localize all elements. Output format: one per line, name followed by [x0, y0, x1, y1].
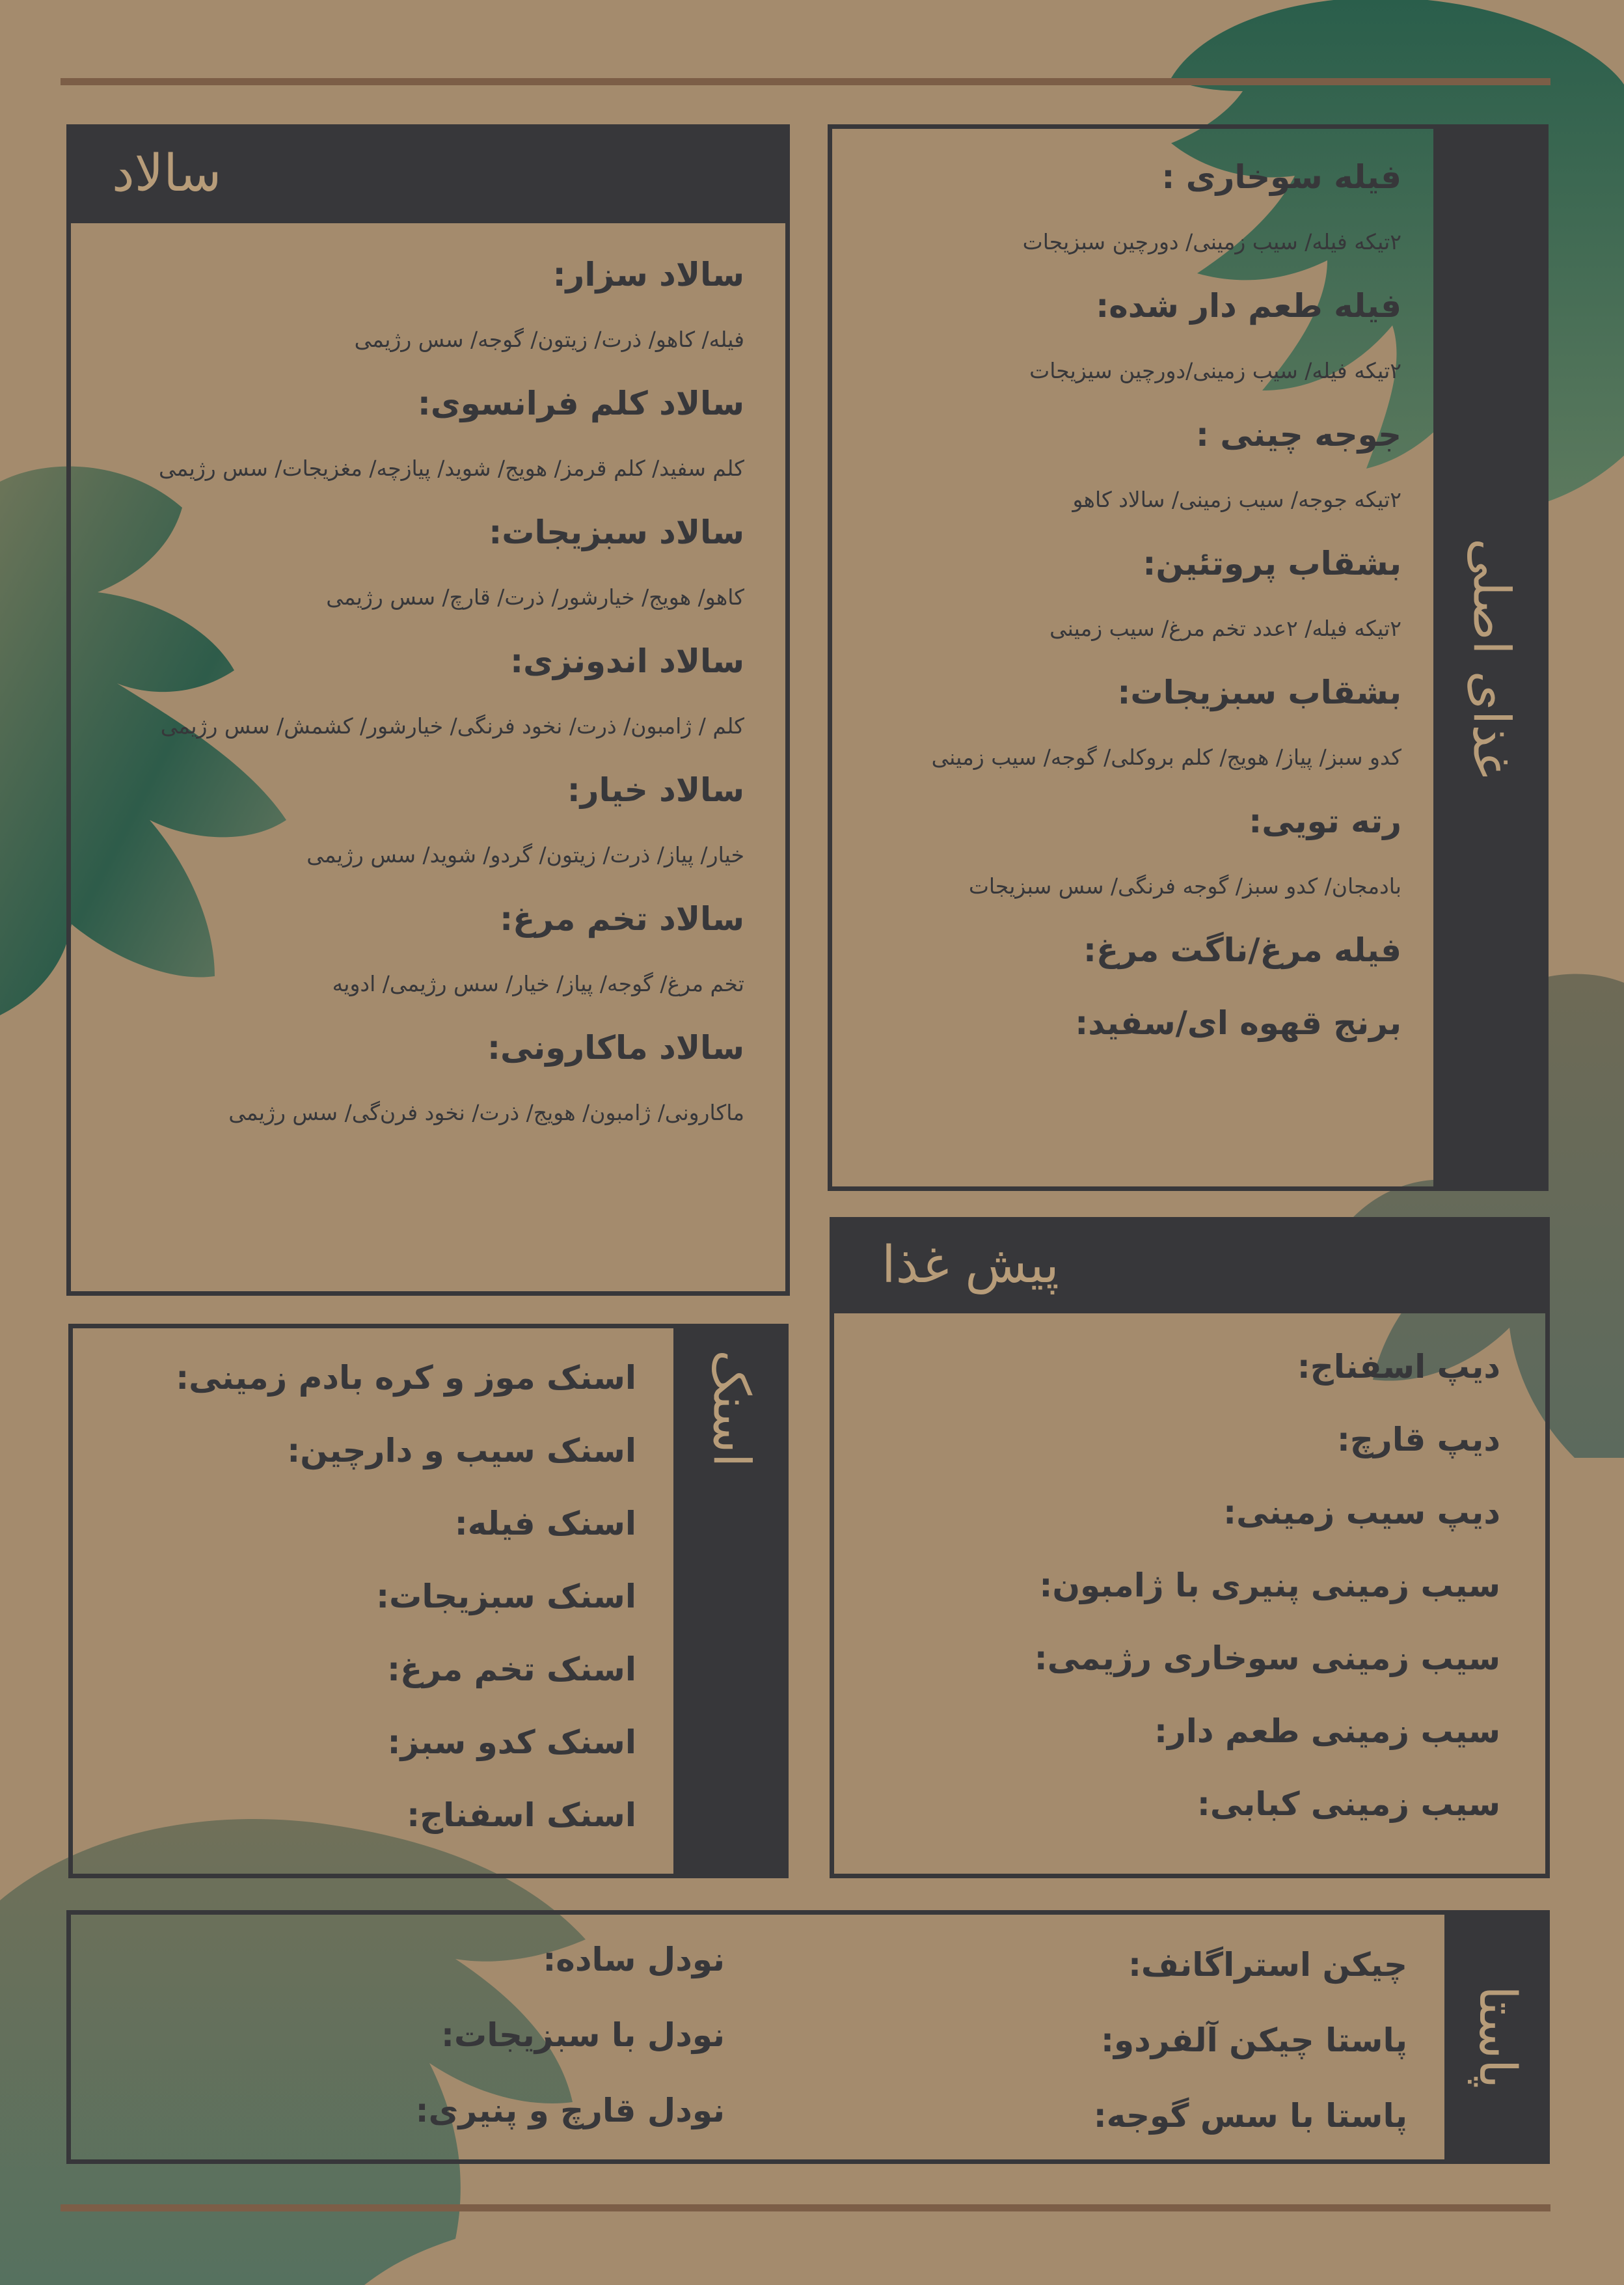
menu-item-name: برنج قهوه ای/سفید:	[1075, 1004, 1401, 1042]
menu-item: چیکن استراگانف:	[1128, 1946, 1407, 1984]
top-divider-line	[61, 78, 1550, 85]
menu-item-name: سالاد سزار:	[552, 256, 744, 294]
menu-item: اسنک کدو سبز:	[387, 1723, 636, 1761]
main-dishes-list	[932, 156, 1401, 1044]
menu-item-description: کاهو/ هویج/ خیارشور/ ذرت/ قارچ/ سس رژیمی	[326, 584, 744, 610]
bottom-divider-line	[61, 2204, 1550, 2211]
menu-item: نودل ساده:	[543, 1941, 725, 1978]
menu-item	[932, 1002, 1401, 1044]
menu-item	[932, 156, 1401, 256]
menu-item-name: سالاد ماکارونی:	[487, 1029, 744, 1067]
menu-item	[932, 414, 1401, 514]
menu-item: اسنک فیله:	[454, 1505, 636, 1542]
menu-item-name: بشقاب سبزیجات:	[1117, 674, 1401, 711]
menu-item-description: کلم سفید/ کلم قرمز/ هویج/ شوید/ پیازچه/ مغزیجات/ سس رژیمی	[159, 456, 744, 481]
pasta-list-left	[416, 1939, 725, 2131]
menu-item	[932, 800, 1401, 901]
menu-item-description: کدو سبز/ پیاز/ هویج/ کلم بروکلی/ گوجه/ سیب زمینی	[931, 745, 1401, 770]
menu-item	[932, 672, 1401, 772]
menu-item: اسنک تخم مرغ:	[387, 1650, 636, 1688]
menu-item: اسنک سیب و دارچین:	[287, 1432, 636, 1470]
menu-item-description: کلم / ژامبون/ ذرت/ نخود فرنگی/ خیارشور/ کشمش/ سس رژیمی	[160, 713, 744, 739]
menu-item: پاستا با سس گوجه:	[1093, 2097, 1407, 2135]
menu-item	[159, 640, 744, 741]
pasta-title-band	[1444, 1910, 1550, 2164]
menu-item	[159, 898, 744, 998]
menu-item: سیب زمینی طعم دار:	[1154, 1712, 1500, 1750]
menu-item-name: فیله سوخاری :	[1161, 158, 1401, 196]
menu-item	[159, 512, 744, 612]
menu-item-description: ماکارونی/ ژامبون/ هویج/ ذرت/ نخود فرن‌گی/ سس رژیمی	[228, 1100, 744, 1125]
appetizer-title-band	[830, 1217, 1550, 1313]
salad-list	[159, 254, 744, 1156]
menu-item: دیپ سیب زمینی:	[1223, 1494, 1500, 1531]
menu-item: اسنک اسفناج:	[407, 1796, 636, 1834]
menu-item	[932, 285, 1401, 385]
menu-item: اسنک موز و کره بادم زمینی:	[176, 1359, 636, 1397]
menu-item	[159, 1027, 744, 1127]
menu-item-name: سالاد اندونزی:	[510, 642, 744, 680]
menu-item-name: سالاد تخم مرغ:	[500, 900, 744, 938]
menu-item-name: بشقاب پروتئین:	[1143, 545, 1401, 582]
menu-item-description: ۲تیکه فیله/ سیب زمینی/دورچین سیزیجات	[1029, 358, 1401, 383]
pasta-list-right	[1094, 1944, 1407, 2137]
menu-item-name: سالاد سبزیجات:	[489, 513, 744, 551]
menu-item: سیب زمینی پنیری با ژامبون:	[1039, 1567, 1500, 1604]
menu-item: دیپ قارچ:	[1336, 1421, 1500, 1458]
menu-item	[159, 254, 744, 354]
menu-item-description: تخم مرغ/ گوجه/ پیاز/ خیار/ سس رژیمی/ ادویه	[332, 971, 744, 996]
menu-item	[932, 929, 1401, 971]
snack-title-band	[673, 1324, 789, 1878]
salad-title: سالاد	[112, 144, 222, 203]
menu-item: نودل با سبزیجات:	[440, 2016, 725, 2054]
menu-item-name: فیله مرغ/ناگت مرغ:	[1083, 931, 1401, 969]
appetizer-title: پیش غذا	[882, 1236, 1059, 1294]
menu-item	[932, 543, 1401, 643]
menu-item-name: رته تویی:	[1249, 802, 1401, 840]
menu-item-description: فیله/ کاهو/ ذرت/ زیتون/ گوجه/ سس رژیمی	[354, 327, 744, 352]
main-dishes-title: غذای اصلی	[1461, 538, 1521, 778]
menu-item-description: ۲تیکه جوجه/ سیب زمینی/ سالاد کاهو	[1072, 487, 1401, 512]
menu-item-description: بادمجان/ کدو سبز/ گوجه فرنگی/ سس سبزیجات	[968, 873, 1401, 899]
snack-list	[176, 1357, 636, 1836]
pasta-title: پاستا	[1468, 1985, 1526, 2089]
menu-item: سیب زمینی سوخاری رژیمی:	[1034, 1639, 1500, 1677]
menu-item-description: خیار/ پیاز/ ذرت/ زیتون/ گردو/ شوید/ سس رژیمی	[306, 842, 744, 868]
menu-item-description: ۲تیکه فیله/ ۲عدد تخم مرغ/ سیب زمینی	[1049, 616, 1401, 641]
menu-item-name: جوجه چینی :	[1196, 416, 1401, 454]
menu-item	[159, 383, 744, 483]
main-dishes-title-band	[1433, 124, 1549, 1191]
menu-item-name: سالاد خیار:	[567, 771, 744, 809]
menu-item-name: فیله طعم دار شده:	[1096, 287, 1401, 325]
salad-title-band	[66, 124, 790, 223]
menu-item-name: سالاد کلم فرانسوی:	[417, 385, 744, 422]
menu-item: سیب زمینی کبابی:	[1197, 1785, 1500, 1823]
menu-item: دیپ اسفناج:	[1297, 1348, 1500, 1386]
appetizer-list	[1035, 1346, 1500, 1825]
menu-item-description: ۲تیکه فیله/ سیب زمینی/ دورچین سبزیجات	[1022, 229, 1401, 254]
menu-item	[159, 769, 744, 869]
menu-item: نودل قارچ و پنیری:	[415, 2092, 725, 2129]
menu-item: اسنک سبزیجات:	[376, 1578, 636, 1615]
snack-title: اسنک	[701, 1350, 761, 1468]
menu-item: پاستا چیکن آلفردو:	[1101, 2021, 1407, 2059]
